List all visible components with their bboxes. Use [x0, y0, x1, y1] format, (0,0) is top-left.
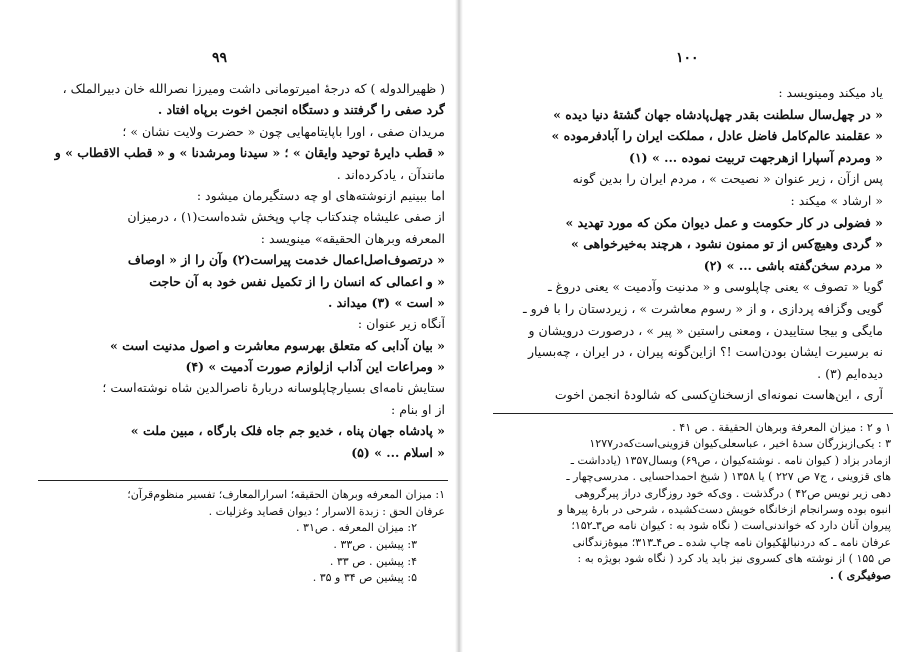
footnote-line: ۲: میزان المعرفه . ص۳۱ .: [296, 521, 417, 535]
text-line: گرد صفی را گرفتند و دستگاه انجمن اخوت برپاه افتاد .: [157, 102, 445, 118]
footnote-divider: [493, 413, 893, 414]
footnote-line: ۳: پیشین . ص۳۳ .: [333, 538, 417, 552]
text-line: « و اعمالی که انسان را از تکمیل نفس خود به آن حاجت: [149, 273, 445, 289]
text-line: از صفی علیشاه چندکتاب چاپ وپخش شده‌است(۱) ، درمیزان: [127, 209, 445, 225]
footnote-line: عرفان نامه ـ که دردنبالهٔکیوان نامه چاپ شده ـ ص۴ـ۳۱۳؛ میوهٔ‌زندگانی: [572, 535, 891, 549]
text-line: « است » (۳) میداند .: [327, 294, 445, 310]
text-line: « درتصوف‌اصل‌اعمال خدمت پیراست(۲) وآن را از « اوصاف: [127, 252, 445, 268]
footnote-line: انبوه بوده وسرانجام ازخانگاه خویش دست‌کشیده ، شرحی در بارهٔ پیرها و: [557, 502, 891, 516]
footnote-line: ۵: پیشین ص ۳۴ و ۳۵ .: [312, 571, 417, 585]
body-text: [503, 82, 883, 406]
text-line: المعرفه وبرهان الحقیقه» مینویسد :: [260, 230, 445, 246]
footnote-line: ۱ و ۲ : میزان المعرفة وبرهان الحقیقة . ص ۴۱ .: [672, 421, 891, 434]
footnote-line: ۴: پیشین . ص ۳۳ .: [329, 554, 417, 568]
text-line: گویا « تصوف » یعنی چاپلوسی و « مدنیت وآدمیت » یعنی دروغ ـ: [548, 279, 883, 295]
text-line: مانندآن ، یادکرده‌اند .: [336, 166, 445, 182]
text-line: « در چهل‌سال سلطنت بقدر چهل‌پادشاه جهان گشتهٔ دنیا دیده »: [553, 106, 883, 122]
text-line: « مردم سخن‌گفته باشی ... » (۲): [703, 257, 883, 273]
footnote-line: ۱: میزان المعرفه وبرهان الحقیقه؛ اسرارالمعارف؛ تفسیر منظوم‌قرآن؛: [127, 488, 445, 501]
text-line: پس ازآن ، زیر عنوان « نصیحت » ، مردم ایران را بدین گونه: [572, 171, 883, 187]
footnote-line: دهی زیر نویس ص۴۲ ) درگذشت . وی‌که خود روزگاری دراز پیرگروهی: [574, 486, 891, 500]
text-line: مریدان صفی ، اورا باپایتامهایی چون « حضرت ولایت نشان » ؛: [122, 123, 445, 139]
text-line: « ومراعات این آداب ازلوازم صورت آدمیت » (۴): [185, 359, 445, 375]
text-line: مایگی و بیجا ستاییدن ، ومعنی راستین « پیر » ، درصورت درویشان و: [528, 322, 883, 338]
text-line: دیده‌ایم (۳) .: [817, 365, 883, 381]
book-gutter: [455, 0, 463, 652]
text-line: « ارشاد » میکند :: [790, 192, 883, 208]
text-line: نه برسیرت ایشان بودن‌است !؟ ازاین‌گونه پیران ، در ایران ، چه‌بسیار: [527, 344, 883, 360]
text-line: از او بنام :: [391, 401, 445, 417]
footnote-line: ۳ : یکی‌ازبزرگان سدهٔ اخیر ، عباسعلی‌کیوان قزوینی‌است‌که‌در۱۲۷۷: [589, 437, 891, 451]
footnote-line: صوفیگری ) .: [829, 568, 891, 582]
right-page: [463, 0, 918, 652]
text-line: گویی وگزافه پردازی ، و از « رسوم معاشرت » ، زیردستان را با فرو ـ: [522, 300, 883, 316]
text-line: « پادشاه جهان پناه ، خدیو جم جاه فلک بارگاه ، مبین ملت »: [130, 423, 445, 439]
text-line: یاد میکند ومینویسد :: [778, 85, 883, 100]
footnote-line: های قزوینی ، ج۷ ص ۲۲۷ ) یا ۱۳۵۸ ( شیخ احمداحسایی . مدرسی‌چهار ـ: [566, 470, 891, 484]
text-line: « قطب دایرهٔ توحید وایقان » ؛ « سیدنا ومرشدنا » و « قطب الاقطاب » و: [54, 145, 445, 161]
footnotes: [493, 420, 891, 584]
left-page: [0, 0, 455, 652]
text-line: « عقلمند عالم‌کامل فاضل عادل ، مملکت ایران را آبادفرموده »: [551, 128, 883, 144]
text-line: « ومردم آسپارا ازهرجهت تربیت نموده ... » (۱): [629, 149, 883, 165]
text-line: « بیان آدابی که متعلق بهرسوم معاشرت و اصول مدنیت است »: [109, 337, 445, 353]
footnotes: [40, 487, 445, 587]
page-number: ۹۹: [212, 50, 228, 66]
body-text: [40, 78, 445, 463]
text-line: ( ظهیرالدوله ) که درجهٔ امیرتومانی داشت ومیرزا نصرالله خان دبیرالملک ،: [62, 81, 445, 96]
footnote-divider: [38, 480, 448, 481]
text-line: اما ببینیم ازنوشته‌های او چه دستگیرمان میشود :: [196, 187, 445, 203]
text-line: آنگاه زیر عنوان :: [357, 316, 445, 332]
page-number: ۱۰۰: [676, 50, 699, 66]
text-line: آری ، این‌هاست نمونه‌ای ازسخنانِ‌کسی که شالودهٔ انجمن اخوت: [554, 387, 883, 403]
text-line: « اسلام ... » (۵): [351, 444, 445, 460]
text-line: « گردی وهیچ‌کس از تو ممنون نشود ، هرچند به‌خیرخواهی »: [571, 236, 883, 252]
text-line: « فضولی در کار حکومت و عمل دیوان مکن که مورد تهدید »: [565, 214, 883, 230]
footnote-line: پیروان آنان دارد که خواندنی‌است ( نگاه شود به : کیوان نامه ص۳ـ۱۵۲؛: [571, 519, 891, 533]
footnote-line: ص ۱۵۵ ) از نوشته های کسروی نیز باید یاد کرد ( نگاه شود بویژه به :: [577, 552, 891, 566]
footnote-line: ازمادر بزاد ( کیوان نامه . نوشته‌کیوان ، ص۶۹) وبسال۱۳۵۷ (یادداشت ـ: [570, 453, 891, 467]
text-line: ستایش نامه‌ای بسیارچاپلوسانه دربارهٔ ناصرالدین شاه نوشته‌است ؛: [102, 380, 445, 396]
footnote-line: عرفان الحق : زبدة الاسرار ؛ دیوان قصاید وغزلیات .: [208, 504, 445, 518]
